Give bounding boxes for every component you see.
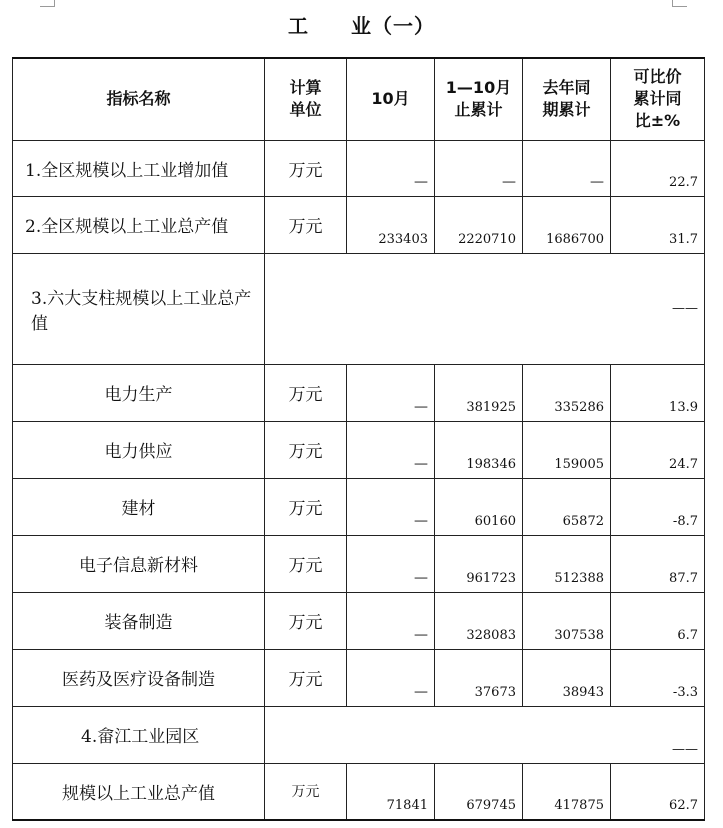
table-header-row	[13, 58, 705, 140]
row-unit: 万元	[265, 649, 347, 706]
row-unit: 万元	[265, 478, 347, 535]
row-month: —	[347, 649, 435, 706]
row-yoy: 24.7	[611, 421, 705, 478]
row-last-year: 159005	[523, 421, 611, 478]
row-month: —	[347, 364, 435, 421]
header-cumulative	[435, 58, 523, 140]
row-cumulative: 2220710	[435, 196, 523, 253]
row-unit: 万元	[265, 140, 347, 196]
row-name: 电力生产	[13, 364, 265, 421]
row-last-year: 335286	[523, 364, 611, 421]
row-cumulative: 961723	[435, 535, 523, 592]
row-name: 规模以上工业总产值	[13, 763, 265, 820]
header-yoy-line1: 可比价	[633, 67, 682, 87]
row-yoy: 87.7	[611, 535, 705, 592]
row-name: 2.全区规模以上工业总产值	[13, 196, 265, 253]
row-month: 233403	[347, 196, 435, 253]
header-yoy-line3: 比±%	[634, 111, 681, 131]
header-indicator-name: 指标名称	[13, 58, 265, 140]
row-name: 电力供应	[13, 421, 265, 478]
row-cumulative: 328083	[435, 592, 523, 649]
header-yoy-line2: 累计同	[633, 89, 682, 109]
row-last-year: 512388	[523, 535, 611, 592]
row-cumulative: —	[435, 140, 523, 196]
row-name: 电子信息新材料	[13, 535, 265, 592]
row-cumulative: 679745	[435, 763, 523, 820]
row-empty-span	[265, 253, 611, 364]
row-yoy: -3.3	[611, 649, 705, 706]
crop-mark-left	[40, 0, 55, 7]
table-row	[13, 478, 705, 535]
row-last-year: 1686700	[523, 196, 611, 253]
row-name: 1.全区规模以上工业增加值	[13, 140, 265, 196]
table-row	[13, 421, 705, 478]
row-yoy: 13.9	[611, 364, 705, 421]
table-row	[13, 196, 705, 253]
row-name: 建材	[13, 478, 265, 535]
table-row	[13, 140, 705, 196]
row-last-year: —	[523, 140, 611, 196]
header-unit-line1: 计算	[289, 78, 322, 98]
header-last-year-line1: 去年同	[542, 78, 591, 98]
row-yoy: 6.7	[611, 592, 705, 649]
header-yoy	[611, 58, 705, 140]
row-month: —	[347, 421, 435, 478]
header-last-year-line2: 期累计	[542, 100, 591, 120]
row-cumulative: 60160	[435, 478, 523, 535]
table-row	[13, 763, 705, 820]
row-cumulative: 37673	[435, 649, 523, 706]
header-unit	[265, 58, 347, 140]
header-month: 10月	[347, 58, 435, 140]
header-unit-line2: 单位	[289, 100, 322, 120]
row-month: —	[347, 478, 435, 535]
row-last-year: 417875	[523, 763, 611, 820]
row-month: —	[347, 140, 435, 196]
table-section-row	[13, 253, 705, 364]
row-unit: 万元	[265, 421, 347, 478]
row-unit: 万元	[265, 196, 347, 253]
industry-table	[12, 57, 705, 821]
table-section-row	[13, 706, 705, 763]
row-yoy: 22.7	[611, 140, 705, 196]
row-month: —	[347, 592, 435, 649]
row-yoy: 31.7	[611, 196, 705, 253]
row-unit: 万元	[265, 592, 347, 649]
row-unit: 万元	[265, 763, 347, 820]
row-yoy: ——	[611, 253, 705, 364]
page-title: 工 业（一）	[288, 14, 435, 38]
table-row	[13, 592, 705, 649]
row-yoy: ——	[611, 706, 705, 763]
row-yoy: 62.7	[611, 763, 705, 820]
row-name: 4.畲江工业园区	[13, 706, 265, 763]
header-cumulative-line2: 止累计	[454, 100, 503, 120]
row-cumulative: 198346	[435, 421, 523, 478]
row-month: 71841	[347, 763, 435, 820]
row-last-year: 307538	[523, 592, 611, 649]
table-row	[13, 364, 705, 421]
header-last-year	[523, 58, 611, 140]
row-name: 医药及医疗设备制造	[13, 649, 265, 706]
row-unit: 万元	[265, 535, 347, 592]
row-month: —	[347, 535, 435, 592]
row-name: 3.六大支柱规模以上工业总产值	[13, 253, 265, 364]
row-yoy: -8.7	[611, 478, 705, 535]
row-last-year: 65872	[523, 478, 611, 535]
row-unit: 万元	[265, 364, 347, 421]
crop-mark-right	[672, 0, 687, 7]
table-row	[13, 649, 705, 706]
header-cumulative-line1: 1—10月	[445, 78, 512, 98]
row-empty-span	[265, 706, 611, 763]
row-name: 装备制造	[13, 592, 265, 649]
table-row	[13, 535, 705, 592]
row-last-year: 38943	[523, 649, 611, 706]
row-cumulative: 381925	[435, 364, 523, 421]
